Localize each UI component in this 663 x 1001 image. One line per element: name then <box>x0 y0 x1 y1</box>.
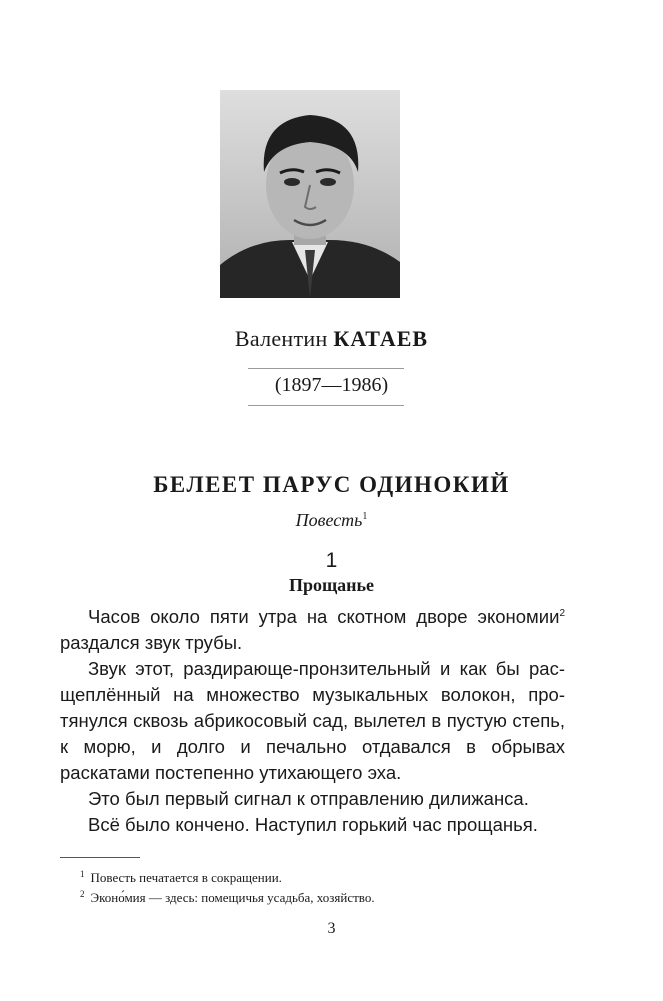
author-portrait <box>220 90 400 298</box>
footnotes <box>80 868 580 908</box>
paragraph-2: Звук этот, раздирающе-пронзительный и как бы расщеплённый на множество музыкальных волокон, протянулся сквозь абрикосовый сад, вылетел в пустую степь, к морю, и долго и печально отдавался в обрывах раскатами постепенно утихающего эха. <box>60 658 565 783</box>
footnote-1 <box>80 868 580 888</box>
footnote-1-text: Повесть печатается в сокращении. <box>90 870 282 885</box>
footnote-2-text: Эконо́мия — здесь: помещичья усадьба, хозяйство. <box>90 890 375 905</box>
years-bottom-rule <box>248 405 404 406</box>
footnote-ref-1: 1 <box>362 511 368 522</box>
footnote-2-mark: 2 <box>80 888 85 899</box>
footnote-1-mark: 1 <box>80 868 85 879</box>
author-name <box>0 326 663 352</box>
footnote-separator <box>60 857 140 858</box>
footnote-ref-2: 2 <box>559 607 565 619</box>
paragraph-1-end: раздался звук трубы. <box>60 632 243 653</box>
work-genre <box>0 510 663 531</box>
page-number: 3 <box>327 920 336 937</box>
author-first-name: Валентин <box>234 326 328 351</box>
footnote-2 <box>80 888 580 908</box>
paragraph-3: Это был первый сигнал к отправлению дилижанса. <box>88 788 529 809</box>
paragraph-1 <box>60 604 565 656</box>
author-last-name: КАТАЕВ <box>333 326 429 351</box>
years-top-rule <box>248 368 404 369</box>
paragraph-4: Всё было кончено. Наступил горький час прощанья. <box>88 814 538 835</box>
chapter-number: 1 <box>325 549 338 572</box>
paragraph-1-start: Часов около пяти утра на скотном дворе экономии <box>88 606 560 627</box>
chapter-title: Прощанье <box>288 575 375 595</box>
author-years: (1897—1986) <box>274 374 389 396</box>
work-title: БЕЛЕЕТ ПАРУС ОДИНОКИЙ <box>153 472 510 497</box>
author-portrait-photo <box>220 90 400 298</box>
work-genre-label: Повесть <box>295 510 363 530</box>
chapter-body <box>60 604 565 838</box>
